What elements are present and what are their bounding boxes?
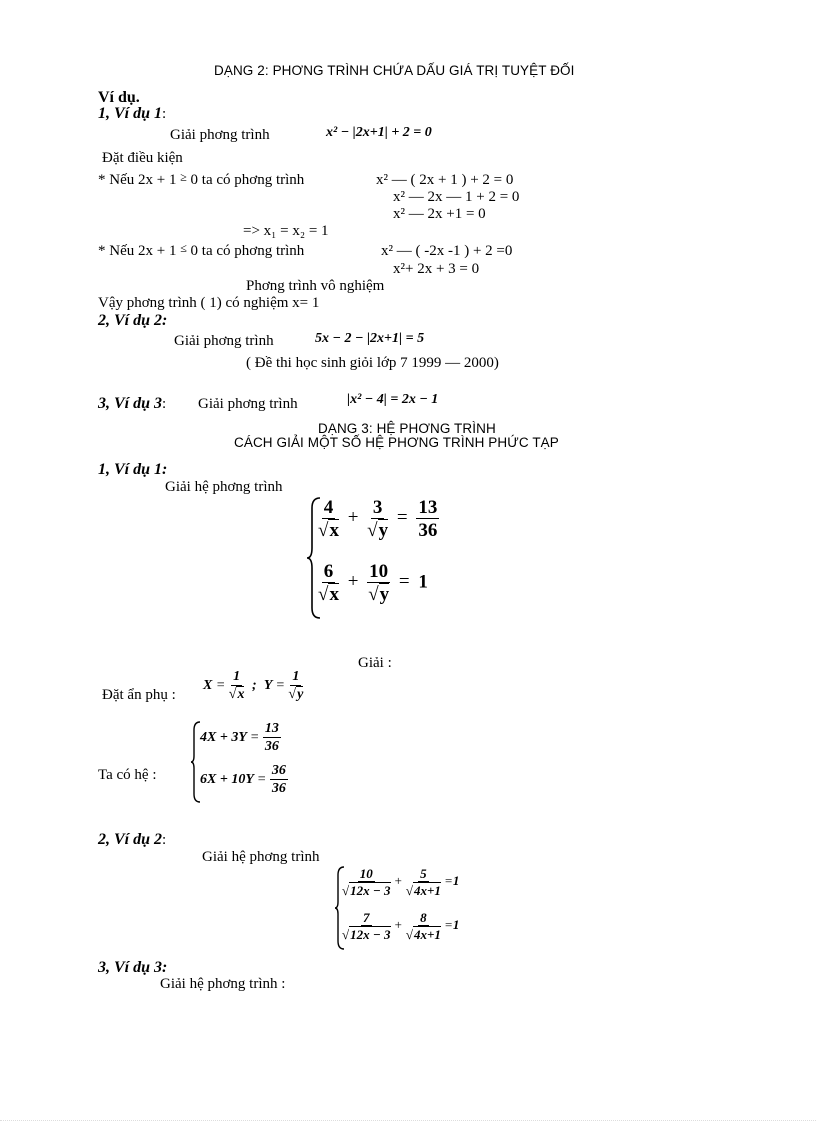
- s1r2-b-var: y: [379, 584, 390, 605]
- s1r1-eq: =: [396, 507, 408, 529]
- case1-eq3: x² — 2x +1 = 0: [393, 206, 486, 222]
- ex1-label-line: [98, 106, 166, 122]
- case2-mid: 0 ta có phơng trình: [190, 243, 305, 259]
- s1r1-b-var: y: [378, 520, 389, 541]
- sys2-r1-num: 13: [264, 721, 279, 736]
- ex2-source: ( Đề thi học sinh giỏi lớp 7 1999 — 2000): [246, 355, 499, 371]
- s3-ex1-label: 1, Ví dụ 1:: [98, 461, 168, 478]
- s3r2-a-rad: 12x − 3: [350, 927, 391, 942]
- sub-X: X: [203, 678, 213, 694]
- system2-row2: 6X + 10Y = $\frac{36}{36}$: [200, 763, 286, 796]
- system-label: Ta có hệ :: [98, 767, 157, 783]
- ex2-intro: Giải phơng trình: [174, 333, 274, 349]
- s1r2-b-num: 10: [369, 561, 389, 582]
- s1r1-a-num: 4: [323, 497, 334, 518]
- system1-row2: $\frac{6}{√x}$ + $\frac{10}{√y}$ = 1: [318, 561, 428, 605]
- s3-ex2-colon: :: [162, 832, 167, 848]
- s3-ex2-line: [98, 832, 166, 848]
- s3r1-a-num: 10: [359, 866, 373, 881]
- solution-label: Giải :: [358, 655, 392, 671]
- section3-subtitle: CÁCH GIẢI MỘT SỐ HỆ PHƠNG TRÌNH PHỨC TẠP: [234, 435, 559, 450]
- sub-Y: Y: [263, 678, 272, 694]
- case1-result: => x₁ = x₂ = 1: [243, 223, 329, 239]
- substitution-label: Đặt ẩn phụ :: [102, 687, 176, 703]
- s1r1-rhs-num: 13: [418, 497, 438, 518]
- sub-X-den: x: [237, 687, 245, 702]
- sys2-r2-den: 36: [271, 781, 286, 796]
- s3r1-rhs: 1: [452, 872, 460, 888]
- s3r1-b-rad: 4x+1: [413, 883, 441, 898]
- ex1-case1-line: [98, 170, 305, 188]
- section3-title: DẠNG 3: HỆ PHƠNG TRÌNH: [318, 421, 496, 436]
- case2-eq1: x² — ( -2x -1 ) + 2 =0: [381, 243, 513, 259]
- ex1-condition: Đặt điều kiện: [102, 150, 183, 166]
- s3-ex2-intro: Giải hệ phơng trình: [202, 849, 320, 865]
- ex1-case2-line: [98, 241, 305, 259]
- s1r1-a-var: x: [329, 520, 339, 541]
- s1r1-rhs-den: 36: [418, 520, 438, 541]
- ex1-colon: :: [162, 106, 167, 122]
- s1r2-a-num: 6: [323, 561, 334, 582]
- sys2-r1-lhs: 4X + 3Y: [200, 730, 247, 746]
- ex2-equation: 5x − 2 − |2x+1| = 5: [315, 331, 425, 346]
- s1r2-rhs: 1: [418, 571, 428, 593]
- sub-Y-den: y: [297, 687, 304, 702]
- s3-ex3-intro: Giải hệ phơng trình :: [160, 976, 286, 992]
- ex1-conclusion: Vậy phơng trình ( 1) có nghiệm x= 1: [98, 295, 320, 311]
- substitution-expr: X = $\frac{1}{√x}$ ; Y = $\frac{1}{√y}$: [203, 669, 304, 702]
- ex1-label: 1, Ví dụ 1: [98, 105, 163, 122]
- case2-le-symbol: ≤: [180, 241, 187, 255]
- case1-prefix: * Nếu 2x + 1: [98, 172, 177, 188]
- examples-heading: Ví dụ.: [98, 89, 140, 106]
- system1-row1: $\frac{4}{√x}$ + $\frac{3}{√y}$ = $\frac{13}{36}$: [318, 497, 438, 541]
- sys2-r2-num: 36: [271, 763, 286, 778]
- ex2-label: 2, Ví dụ 2:: [98, 312, 168, 329]
- s3r2-rhs: 1: [452, 916, 460, 932]
- sys2-r1-den: 36: [264, 739, 279, 754]
- sub-Y-num: 1: [292, 669, 300, 684]
- case1-eq2: x² — 2x — 1 + 2 = 0: [393, 189, 520, 205]
- s1r2-plus: +: [347, 571, 359, 593]
- case2-eq2: x²+ 2x + 3 = 0: [393, 261, 480, 277]
- s1r2-eq: =: [398, 571, 410, 593]
- s1r2-a-var: x: [329, 584, 339, 605]
- case2-prefix: * Nếu 2x + 1: [98, 243, 177, 259]
- page-bottom-divider: [0, 1120, 816, 1121]
- ex3-colon: :: [162, 396, 167, 412]
- s3r1-a-rad: 12x − 3: [350, 883, 391, 898]
- s3r2-b-rad: 4x+1: [413, 927, 441, 942]
- s3r2-a-num: 7: [363, 910, 370, 925]
- ex3-label: 3, Ví dụ 3: [98, 395, 163, 412]
- case2-result: Phơng trình vô nghiệm: [246, 278, 385, 294]
- s3-ex1-intro: Giải hệ phơng trình: [165, 479, 283, 495]
- ex1-intro: Giải phơng trình: [170, 127, 270, 143]
- case1-ge-symbol: ≥: [180, 170, 187, 184]
- system3-row1: $\frac{10}{√12x - 3}$ + $\frac{5}{√4x+1}$ =1: [342, 866, 460, 898]
- case1-mid: 0 ta có phơng trình: [190, 172, 305, 188]
- s3r1-b-num: 5: [420, 866, 427, 881]
- sub-separator: ;: [251, 678, 257, 694]
- s1r1-plus: +: [347, 507, 359, 529]
- s1r1-b-num: 3: [372, 497, 383, 518]
- sub-X-num: 1: [233, 669, 241, 684]
- sys2-r2-lhs: 6X + 10Y: [200, 772, 254, 788]
- s3-ex3-label: 3, Ví dụ 3:: [98, 959, 168, 976]
- system2-row1: 4X + 3Y = $\frac{13}{36}$: [200, 721, 279, 754]
- ex3-line: [98, 396, 166, 412]
- system3-row2: $\frac{7}{√12x - 3}$ + $\frac{8}{√4x+1}$ =1: [342, 910, 460, 942]
- case1-eq1: x² — ( 2x + 1 ) + 2 = 0: [376, 172, 514, 188]
- ex1-equation: x² − |2x+1| + 2 = 0: [326, 125, 432, 140]
- s3r2-b-num: 8: [420, 910, 427, 925]
- ex3-intro: Giải phơng trình: [198, 396, 298, 412]
- s3-ex2-label: 2, Ví dụ 2: [98, 831, 163, 848]
- ex3-equation: |x² − 4| = 2x − 1: [347, 392, 439, 407]
- section2-title: DẠNG 2: PHƠNG TRÌNH CHỨA DẤU GIÁ TRỊ TUYỆT ĐỐI: [214, 63, 575, 78]
